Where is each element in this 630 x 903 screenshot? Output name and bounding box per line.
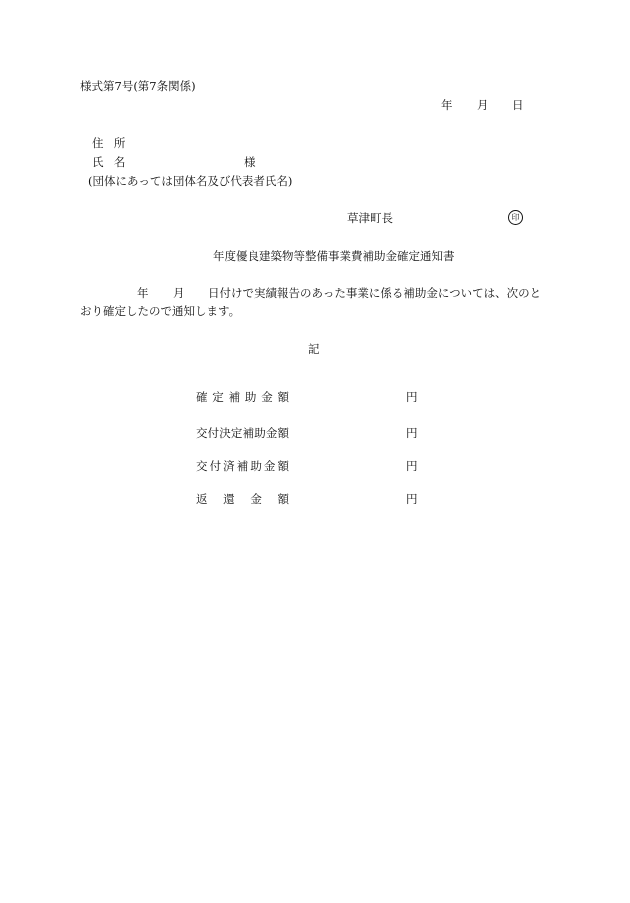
sender-title: 草津町長 xyxy=(347,211,393,225)
body-text-line2: おり確定したので通知します。 xyxy=(80,304,241,318)
document-title: 年度優良建築物等整備事業費補助金確定通知書 xyxy=(213,249,455,263)
address-label: 住所 xyxy=(92,136,136,150)
name-label: 氏名 xyxy=(92,155,136,169)
amount-label-confirmed: 確定補助金額 xyxy=(196,390,289,404)
amount-unit-refund: 円 xyxy=(406,492,418,506)
amount-unit-decided: 円 xyxy=(406,426,418,440)
date-year-label: 年 xyxy=(441,98,453,112)
honorific-sama: 様 xyxy=(244,155,256,169)
amount-label-decided: 交付決定補助金額 xyxy=(196,426,289,440)
form-number: 様式第7号(第7条関係) xyxy=(80,79,196,93)
amount-label-paid: 交付済補助金額 xyxy=(196,459,289,473)
amount-unit-paid: 円 xyxy=(406,459,418,473)
ki-heading: 記 xyxy=(308,342,320,356)
body-month-label: 月 xyxy=(173,286,185,300)
seal-mark: 印 xyxy=(508,210,523,225)
amount-unit-confirmed: 円 xyxy=(406,390,418,404)
date-month-label: 月 xyxy=(477,98,489,112)
organization-note: (団体にあっては団体名及び代表者氏名) xyxy=(88,174,293,188)
amount-label-refund: 返還金額 xyxy=(196,492,289,506)
body-text-line1: 日付けで実績報告のあった事業に係る補助金については、次のと xyxy=(208,286,542,300)
body-year-label: 年 xyxy=(137,286,149,300)
date-day-label: 日 xyxy=(512,98,524,112)
